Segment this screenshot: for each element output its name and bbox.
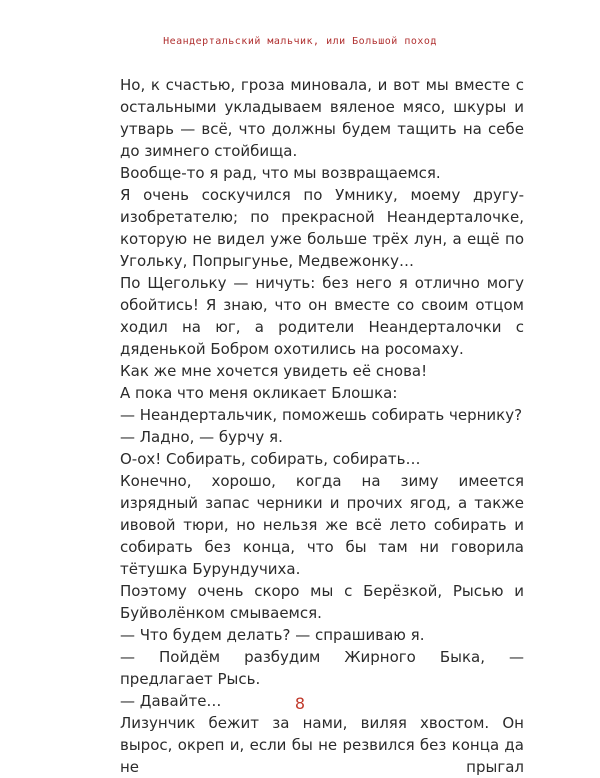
paragraph: По Щегольку — ничуть: без него я отлично могу обойтись! Я знаю, что он вместе со своим отцом ходил на юг, а родители Неандерталочки с дяденькой Бобром охотились на росомаху. (120, 274, 524, 358)
paragraph: Лизунчик бежит за нами, виляя хвостом. Он вырос, окреп и, если бы не резвился без конца да не прыгал (120, 714, 524, 776)
paragraph: Как же мне хочется увидеть её снова! (120, 362, 428, 380)
paragraph: Я очень соскучился по Умнику, моему другу-изобретателю; по прекрасной Неандерталочке, которую не видел уже больше трёх лун, а ещё по Угольку, Попрыгунье, Медвежонку… (120, 186, 524, 270)
paragraph: Конечно, хорошо, когда на зиму имеется изрядный запас черники и прочих ягод, а также ивовой тюри, но нельзя же всё лето собирать и собирать без конца, что бы там ни говорила тётушка Бурундучиха. (120, 472, 524, 578)
paragraph: А пока что меня окликает Блошка: (120, 384, 398, 402)
page-number: 8 (294, 694, 306, 713)
paragraph: — Что будем делать? — спрашиваю я. (120, 626, 425, 644)
paragraph: — Давайте… (120, 692, 222, 710)
paragraph: Вообще-то я рад, что мы возвращаемся. (120, 164, 441, 182)
paragraph: Но, к счастью, гроза миновала, и вот мы вместе с остальными укладываем вяленое мясо, шкуры и утварь — всё, что должны будем тащить на себе до зимнего стойбища. (120, 76, 524, 160)
body-text (120, 74, 524, 778)
paragraph: О-ох! Собирать, собирать, собирать… (120, 450, 421, 468)
running-header: Неандертальский мальчик, или Большой поход (163, 36, 437, 47)
paragraph: — Пойдём разбудим Жирного Быка, — предлагает Рысь. (120, 648, 524, 688)
paragraph: — Ладно, — бурчу я. (120, 428, 283, 446)
paragraph: Поэтому очень скоро мы с Берёзкой, Рысью и Буйволёнком смываемся. (120, 582, 524, 622)
paragraph: — Неандертальчик, поможешь собирать чернику? (120, 406, 523, 424)
